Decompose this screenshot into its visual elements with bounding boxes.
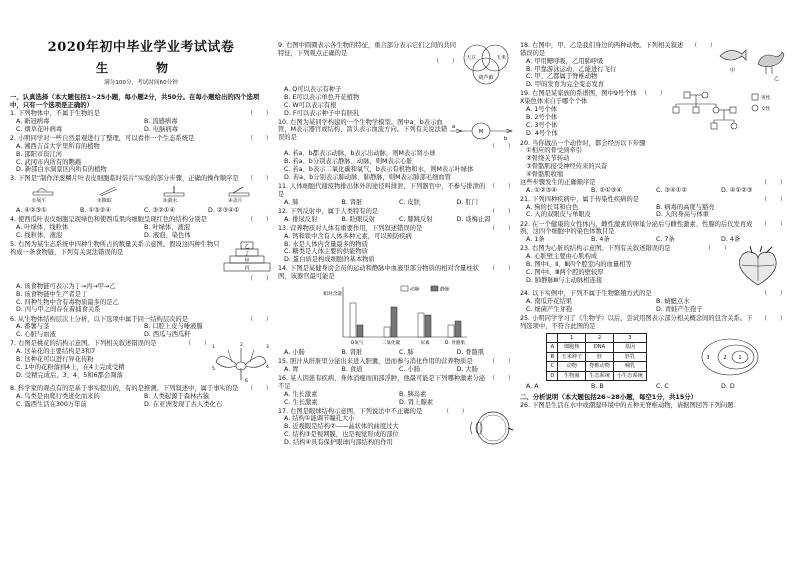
- option-a: A. Q可以表示有种子: [284, 86, 342, 93]
- option-b: B. 眨眼反射: [341, 215, 376, 223]
- option-a: A. 湘西吉首大学里所有的植物: [16, 142, 100, 150]
- option-a: A. 甲用鳃呼吸，乙用肺呼吸: [526, 57, 604, 65]
- option-b: B. 该食物链中生产者是丁: [16, 290, 88, 298]
- option-a: A. 南瓜开花结果: [526, 298, 572, 306]
- option-a: A. ④②③①: [16, 207, 47, 215]
- step-item: ②骨绕关节转动: [526, 155, 570, 163]
- x-tick-label: O氧气: [350, 340, 364, 346]
- option-b: B. 人类起源于森林古猿: [144, 393, 209, 401]
- option-d: D. 新邵白水洞景区内所有的植物: [16, 166, 107, 174]
- question-11: [278, 183, 514, 207]
- table-row: D 生物圈 生态系统 小生态系统: [547, 371, 646, 381]
- option-b: B. 食道: [341, 365, 363, 373]
- option-d: D. 肾上腺素: [399, 398, 434, 406]
- legend-label: 男性: [761, 96, 771, 102]
- heart-diagram: [730, 245, 786, 289]
- option-d: D. 骨骼肌: [456, 348, 485, 356]
- step-item: ④骨骼肌收缩: [526, 170, 564, 178]
- pedigree-chart: [666, 90, 786, 138]
- answer-paren: （ ）: [690, 42, 716, 49]
- option-c: C. 细菌产生芽孢: [526, 306, 573, 314]
- answer-paren: （ ）: [488, 183, 514, 191]
- option-c: C. 糖类是人体主要的供能物质: [284, 248, 368, 256]
- bar-vein: [425, 315, 431, 337]
- tweezers-icon: [97, 185, 119, 197]
- svg-text:2: 2: [723, 355, 727, 362]
- table-row: C 动物 脊椎动物 哺乳: [547, 362, 646, 372]
- step-label: ④盖片: [228, 198, 243, 205]
- bar-artery: [448, 325, 454, 337]
- option-d: D. D: [721, 383, 735, 391]
- option-c: C. 皮肤: [399, 198, 420, 206]
- question-18: [520, 42, 786, 89]
- answer-paren: （ ）: [704, 245, 730, 253]
- question-17: [278, 408, 514, 448]
- option-c: C. 7条: [656, 236, 675, 244]
- option-c: C. C: [656, 383, 669, 391]
- option-b: B. B: [591, 383, 604, 391]
- answer-paren: （ ）: [640, 90, 666, 98]
- option-c: C. 膝跳反射: [399, 215, 433, 223]
- svg-text:1: 1: [738, 355, 742, 362]
- question-8: [10, 385, 272, 409]
- option-a: A. 结构①能调节瞳孔大小: [284, 415, 355, 423]
- y-axis-label: 相对含量: [323, 291, 343, 297]
- option-a: A. 胃: [284, 365, 299, 373]
- step-label: ①展平: [31, 198, 47, 205]
- animal-label: 乙: [774, 76, 780, 82]
- slide-steps-figure: [10, 185, 272, 205]
- option-a: A. 小肠: [284, 348, 305, 356]
- option-c: C. 线粒体、液泡: [16, 231, 63, 239]
- question-stem: 17. 右图是眼球结构示意图，下列说法中不正确的是: [278, 407, 423, 415]
- question-19: [520, 90, 786, 138]
- question-26: [520, 402, 786, 410]
- column-1: [10, 0, 272, 561]
- option-d: D. 西瓜与西瓜籽: [144, 331, 191, 339]
- question-stem: 2. 小明同学对一些自然景观进行了整理，可以看作一个生态系统是: [10, 135, 195, 142]
- question-5: [10, 241, 272, 314]
- option-b: B. 肾脏: [341, 348, 363, 356]
- bar-chart-figure: [321, 283, 471, 347]
- question-stem: 18. 右图中，甲、乙是我们身边的两种动物。下列相关叙述错误的是: [520, 42, 684, 57]
- answer-paren: （ ）: [246, 315, 272, 323]
- question-3: [10, 175, 272, 215]
- pyramid-label: 甲: [244, 258, 250, 265]
- option-c: C. W可以表示有根: [284, 101, 337, 109]
- option-d: D. 人的身高与体重: [656, 211, 709, 219]
- option-a: A. 该食物链可表示为丁→丙→甲→乙: [16, 282, 116, 290]
- question-stem: 23. 右图为心脏的结构示意图。下列有关叙述错误的是: [520, 245, 671, 253]
- exam-title: 2020年初中毕业学业考试试卷: [47, 40, 235, 55]
- option-a: A. 番薯与茎: [16, 323, 50, 331]
- table-row: B 玉米种子 胚 胚乳: [547, 352, 646, 362]
- option-d: D. 在亚洲发现了古人类化石: [144, 401, 223, 409]
- venn-label: 葫芦藓: [478, 75, 494, 81]
- model-label: b: [504, 135, 508, 142]
- question-stem: 9. 右图中圆圈表示各生物的特征，重合部分表示它们之间的共同特征，下列观点正确的是: [278, 42, 457, 57]
- option-b: B. 病毒的高度与豁亮: [656, 203, 715, 211]
- option-b: B. 蜻蜓点水: [656, 298, 690, 306]
- answer-paren: （ ）: [432, 57, 458, 65]
- nested-concepts-diagram: [700, 337, 760, 377]
- venn-label: 大豆: [465, 55, 477, 61]
- option-a: A. A: [526, 383, 539, 391]
- option-c: C. 四种生物中含有毒物质最多的是乙: [16, 298, 119, 306]
- option-c: C. 露西生活在300万年前: [16, 401, 87, 409]
- option-c: C. 结构③是视网膜，也是视觉形成的部位: [284, 431, 399, 439]
- step-item: ③骨骼肌接受神经传来的兴奋: [526, 163, 608, 171]
- x-tick-label: D. 骨骼肌: [444, 340, 466, 346]
- bar-vein: [391, 307, 397, 337]
- question-14: [278, 265, 514, 357]
- answer-paren: （ ）: [760, 315, 786, 323]
- option-d: D. 丙与甲之间存在着捕食关系: [16, 306, 101, 314]
- step-label: ③滴水: [162, 198, 178, 205]
- bird-icon: [758, 52, 784, 67]
- option-a: A. 心脏壁主要由心肌构成: [526, 253, 598, 261]
- option-b: B. 水是人体内含量最多的物质: [284, 240, 368, 248]
- option-d: D. ④①②③: [721, 186, 753, 194]
- svg-text:3: 3: [706, 355, 710, 362]
- question-stem: 7. 右图是桃花的结构示意图。下列相关叙述错误的是: [10, 340, 157, 348]
- option-d: D. 4条: [721, 236, 741, 244]
- option-b: B. 2号个体: [526, 113, 558, 121]
- legend-swatch-artery: [401, 286, 408, 291]
- option-b: B. 4条: [591, 236, 610, 244]
- option-d: D. 甲的发育为完全变态发育: [526, 81, 605, 89]
- step-illustration: [32, 185, 54, 205]
- option-d: D. 谈梅止渴: [456, 215, 491, 223]
- model-label: M: [478, 128, 484, 135]
- part-number: 5: [212, 367, 215, 373]
- question-20: [520, 140, 786, 195]
- option-b: B. 口腔上皮与唾液腺: [144, 323, 203, 331]
- exam-meta: 满分100分，考试时间60分钟: [104, 80, 178, 87]
- option-a: A. 新冠病毒: [16, 118, 50, 126]
- option-b: B. E可以表示单色开花植物: [284, 93, 360, 101]
- x-tick-label: 尿素: [420, 340, 430, 346]
- bar-artery: [350, 303, 356, 337]
- question-22: [520, 221, 786, 245]
- question-stem: 4. 使西瓜叶表皮细胞呈现绿色和使西瓜果肉细胞呈现红色的结构分别是: [10, 216, 207, 224]
- option-c: C. 烟草花叶病毒: [16, 125, 63, 133]
- option-c: C. 小肠: [399, 365, 420, 373]
- step-item: ①相应的骨受到牵引: [526, 147, 583, 155]
- section-1-heading: 一、认真选择（本大题包括1~25小题，每小题2分，共50分。在每小题给出的四个选项中，只有一个选项是正确的）: [10, 93, 260, 110]
- option-d: D. 若a、b分别表示肺动脉、肺静脉，则M表示肺部毛细血管: [284, 174, 451, 182]
- answer-paren: （ ）: [246, 216, 272, 224]
- legend-swatch-vein: [431, 286, 438, 291]
- step-illustration: [163, 185, 185, 205]
- question-stem: 13. 营养物质对人体有重要作用，下列叙述错误的是: [278, 224, 423, 232]
- question-stem: 6. 从生物体结构层次上分析，以下选项中属于同一结构层次的是: [10, 315, 189, 323]
- step-illustration: [97, 185, 119, 205]
- question-23: [520, 245, 786, 289]
- question-stem: 22. 在一个健康的女性体内，雌性激素的卵巢分泌后与雌性激素、性腺的后代发育成熟，这四个细胞中的染色体数目是: [520, 220, 753, 236]
- option-c: C. 若a、b表示二氧化碳和氧气，b表示有机物和水，则M表示叶绿体: [284, 166, 474, 174]
- answer-paren: （ ）: [760, 195, 786, 203]
- question-stem: 11. 人体细胞代谢废物排出体外的途径叫排泄，下列器官中，不参与排泄的是: [278, 183, 486, 198]
- answer-paren: （ ）: [488, 142, 514, 150]
- question-stem: 26. 下图是生活在水中或潮湿环境中的五种无脊椎动物，请据图回答下列问题：: [520, 402, 740, 410]
- peach-flower-diagram: [210, 340, 272, 384]
- option-d: D. 4号个体: [526, 129, 558, 137]
- option-c: C. 1中的花粉落到4上，在4上完成受精: [16, 363, 125, 371]
- question-7: [10, 340, 272, 384]
- option-a: A. 肺: [284, 198, 299, 206]
- part-number: 2: [240, 343, 243, 349]
- option-d: D. 青蛙产生孢子: [656, 306, 703, 314]
- answer-paren: （ ）: [760, 290, 786, 298]
- option-d: D. 大肠: [456, 365, 478, 373]
- question-stem: 12. 下列反射中，属于人类特有的是: [278, 207, 379, 215]
- step-label: ②撕取: [97, 198, 112, 205]
- answer-paren: （ ）: [760, 220, 786, 228]
- question-21: [520, 196, 786, 220]
- option-d: D. 受精完成后，3、4、5和6都会凋落: [16, 371, 123, 379]
- answer-paren: （ ）: [760, 178, 786, 186]
- option-b: B. ①③②④: [80, 207, 111, 215]
- bar-artery: [384, 327, 390, 337]
- energy-pyramid-diagram: [222, 241, 272, 275]
- option-c: C. 3号个体: [526, 121, 558, 129]
- question-stem: 3. 下图是“制作洋葱鳞片叶表皮细胞临时装片”实验的部分步骤，正确的操作顺序是: [10, 175, 239, 183]
- legend-label: 女性: [761, 107, 771, 113]
- bar-vein: [455, 321, 461, 337]
- question-stem: 15. 胆汁从肝脏里分泌出来进入胆囊，进而参与消化作用的营养物质是: [278, 358, 473, 366]
- pyramid-label: 丁: [244, 251, 250, 258]
- option-b: B. 甲靠游泳运动，乙能进行飞行: [526, 65, 617, 73]
- option-c: C. ③②①④: [144, 207, 175, 215]
- option-a: A. 钙和铁中含有人体多种元素，可以预防疾病: [284, 232, 412, 240]
- option-d: D. 肺静脉Ⅲ与主动脉相连接: [526, 276, 603, 284]
- option-a: A. ①②③④: [526, 186, 557, 194]
- option-d: D. ②③④①: [208, 207, 240, 215]
- question-2: [10, 135, 272, 174]
- question-stem: 14. 下图是某健身房会员的运动和静脉中血液里部分物质的相对含量柱状图，该器官最可能是: [278, 265, 479, 281]
- option-a: A. 这朵花的主要结构是3和7: [16, 348, 96, 356]
- question-10: [278, 119, 514, 182]
- option-a: A. 若a、b都表示动脉，b表示出动脉，则M表示肾小球: [284, 150, 436, 158]
- female-symbol-icon: [752, 105, 758, 111]
- question-12: [278, 208, 514, 224]
- coverslip-icon: [228, 185, 250, 197]
- option-a: A. 叶绿体、线粒体: [16, 224, 69, 232]
- dropper-icon: [163, 185, 185, 197]
- question-9: [278, 42, 514, 117]
- part-number: 6: [245, 379, 248, 385]
- bar-vein: [357, 325, 363, 337]
- part-number: 3: [266, 345, 269, 351]
- question-4: [10, 216, 272, 240]
- option-b: B. 这种花可以进行异花传粉: [16, 355, 94, 363]
- model-label: a: [452, 123, 456, 130]
- question-stem: 24. 以下实例中，下列不属于生物繁殖方式的是: [520, 290, 652, 298]
- venn-label: 玉米: [495, 55, 507, 61]
- question-stem: 21. 下列四种疾病中，属于传染性疾病的是: [520, 195, 640, 203]
- bar-artery: [418, 313, 424, 337]
- legend-label: 动脉: [410, 287, 420, 293]
- option-d: D. 肛门: [456, 198, 478, 206]
- option-c: C. 心脏与血液: [16, 331, 56, 339]
- answer-paren: （ ）: [488, 358, 514, 366]
- pyramid-label: 丙: [244, 265, 250, 272]
- answer-paren: （ ）: [246, 110, 272, 118]
- option-a: A. 鸟类是由爬行类进化而来的: [16, 393, 100, 401]
- question-15: [278, 358, 514, 374]
- option-a: A. 排尿反射: [284, 215, 318, 223]
- option-a: A. 生长激素: [284, 390, 318, 398]
- x-tick-label: 二氧化碳: [381, 340, 401, 346]
- question-stem: 16. 某人因患有疾病，身体消瘦而面部浮肿，他最可能是下列哪种激素分泌不足: [278, 374, 486, 390]
- question-13: [278, 225, 514, 264]
- option-d: D. 液泡、染色体: [144, 231, 191, 239]
- column-2: [278, 0, 514, 561]
- spread-hand-icon: [32, 185, 54, 197]
- option-d: D. 电脑病毒: [144, 125, 179, 133]
- option-c: C. 生长激素: [284, 398, 318, 406]
- option-b: B. 近视眼是结构②——晶状体的曲度过大: [284, 423, 399, 431]
- part-number: 4: [266, 365, 269, 371]
- option-c: C. 甲、乙都属于脊椎动物: [526, 73, 598, 81]
- part-number: 1: [212, 345, 215, 351]
- option-b: B. 若a、b分别表示静脉、动脉，则M表示心脏: [284, 158, 413, 166]
- option-b: B. 叶绿体、液泡: [144, 224, 191, 232]
- question-stem: 8. 科学家的观点有的是基于事实提出的，有的是推测。下列叙述中，属于事实的是: [10, 385, 239, 393]
- question-24: [520, 290, 786, 314]
- blood-flow-model: [448, 119, 514, 143]
- answer-paren: （ ）: [442, 407, 468, 415]
- answer-paren: （ ）: [246, 175, 272, 183]
- fish-icon: [720, 50, 746, 60]
- male-symbol-icon: [752, 94, 758, 100]
- option-c: C. ③④①②: [656, 186, 687, 194]
- answer-paren: （ ）: [184, 340, 210, 348]
- animal-label: 甲: [730, 68, 736, 74]
- section-2-heading: 二、分析说明（本大题包括26~28小题，每空1分，共15分）: [520, 393, 698, 402]
- option-c: C. 图中Ⅰ、Ⅲ两个腔的壁较厚: [526, 268, 604, 276]
- option-b: B. 图中Ⅰ、Ⅱ、Ⅲ四个腔室内的血量相等: [526, 260, 632, 268]
- answer-paren: （ ）: [488, 374, 514, 382]
- option-b: B. ②①③④: [591, 186, 622, 194]
- option-b: B. 邵阳市资江河: [16, 150, 63, 158]
- pyramid-label: 乙: [244, 244, 250, 251]
- question-25: [520, 315, 786, 391]
- table-row: A 细胞核 DNA 基因: [547, 343, 646, 353]
- question-stem: 20. 当你做出一个动作时，都会经历以下步骤: [520, 139, 646, 147]
- question-stem: 5. 右图为某生态系统中四种生物所占的数量关系示意图。假设这四种生物只构成一条食物链，下列有关说法错误的是: [10, 241, 220, 256]
- question-1: [10, 110, 272, 134]
- concept-table: [546, 333, 646, 382]
- answer-paren: （ ）: [246, 275, 272, 283]
- animals-figure: [716, 42, 786, 82]
- question-stem: 10. 右图为某同学构建的一个生物学模型。图中a、b表示血管，M表示器官或结构，箭头表示血流方向。下列有关说法错误的是: [278, 118, 448, 142]
- option-d: D. F可以表示种子中有胚乳: [284, 109, 360, 117]
- question-stem: 19. 右图是某家族的系谱图，图中9号个体X染色体来自于哪个个体: [520, 90, 637, 106]
- question-stem: 25. 小明同学学习了《生物学》以后，尝试用图表示部分相关概念间的包含关系。下列选项中，不符合此图的是: [520, 315, 753, 331]
- subject-title: 生 物: [95, 61, 186, 76]
- option-a: A. 1条: [526, 236, 545, 244]
- option-a: A. 狗的长耳和白色: [526, 203, 579, 211]
- table-row: 1 2 3: [547, 333, 646, 343]
- option-c: C. 肺: [399, 348, 414, 356]
- option-d: D. 蛋白质是构成细胞的基本物质: [284, 256, 375, 264]
- column-3: [520, 0, 786, 561]
- answer-paren: （ ）: [488, 265, 514, 273]
- answer-paren: （ ）: [488, 224, 514, 232]
- question-16: [278, 375, 514, 406]
- eyeball-diagram: [468, 408, 514, 448]
- answer-paren: （ ）: [246, 385, 272, 393]
- option-b: B. 胰岛素: [399, 390, 427, 398]
- option-c: C. 武冈市内所有的鹦鹉: [16, 158, 82, 166]
- question-tail: 这些步骤发生的正确顺序是: [520, 178, 596, 186]
- question-6: [10, 316, 272, 340]
- option-a: A. 1号个体: [526, 106, 558, 114]
- option-b: B. 流感病毒: [144, 118, 178, 126]
- option-d: D. 结构④具有保护眼球内部结构的作用: [284, 439, 393, 446]
- option-b: B. 肾脏: [341, 198, 363, 206]
- step-illustration: [228, 185, 250, 205]
- question-stem: 1. 下列物体中，不属于生物的是: [10, 110, 100, 118]
- answer-paren: （ ）: [246, 135, 272, 142]
- answer-paren: （ ）: [488, 207, 514, 215]
- option-c: C. 人的双眼皮与单眼皮: [526, 211, 592, 219]
- venn-diagram: [458, 42, 514, 86]
- legend-label: 静脉: [440, 287, 450, 293]
